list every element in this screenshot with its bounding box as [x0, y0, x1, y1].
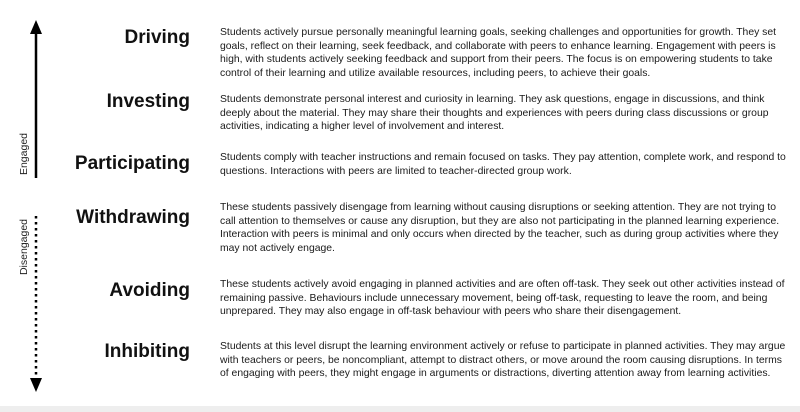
level-title: Driving — [124, 27, 190, 48]
bottom-divider — [0, 406, 800, 412]
level-description: Students at this level disrupt the learning environment actively or refuse to participate in planned activities. They may argue with teachers or peers, be noncompliant, attempt to distract others, or move around the room causing disruptions. In terms of engaging with peers, they might engage in arguments or distractions, diverting attention away from learning activities. — [220, 341, 786, 380]
level-title: Avoiding — [109, 280, 190, 301]
level-title: Withdrawing — [76, 207, 190, 228]
level-title: Investing — [106, 91, 190, 112]
level-description: Students comply with teacher instructions and remain focused on tasks. They pay attention, complete work, and respond to questions. Interactions with peers are limited to teacher-directed group work. — [220, 152, 786, 177]
level-title: Participating — [74, 153, 190, 174]
level-description: Students actively pursue personally meaningful learning goals, seeking challenges and opportunities for growth. They set goals, reflect on their learning, seek feedback, and collaborate with peers to enhance learning. Engagement with peers is high, with students actively seeking feedback and support from their peers. The focus is on empowering students to take control of their learning and utilize available resources, including peers, to achieve their goals. — [220, 27, 777, 79]
engaged-label: Engaged — [18, 132, 30, 176]
axis-graphic — [0, 0, 60, 400]
engagement-axis — [0, 0, 60, 400]
level-description: These students passively disengage from learning without causing disruptions or seeking attention. They are not trying to call attention to themselves or cause any disruption, but they are also not participating in the planned learning experience. Interaction with peers is minimal and only occurs when directed by the teacher, such as during group activities where they may not actively engage. — [220, 202, 780, 254]
disengaged-label: Disengaged — [18, 218, 30, 276]
level-description: Students demonstrate personal interest and curiosity in learning. They ask questions, engage in discussions, and think deeply about the material. They may share their thoughts and experiences with peers during class discussions or group activities, indicating a higher level of involvement and interest. — [220, 94, 769, 133]
level-title: Inhibiting — [104, 341, 190, 362]
level-description: These students actively avoid engaging in planned activities and are often off-task. They seek out other activities instead of remaining passive. Behaviours include unnecessary movement, being off-task, requesting to leave the room, and being unprepared. They may also engage in off-task behaviour with peers who share their disengagement. — [220, 279, 785, 318]
up-arrow-icon — [30, 20, 42, 34]
down-arrow-icon — [30, 378, 42, 392]
